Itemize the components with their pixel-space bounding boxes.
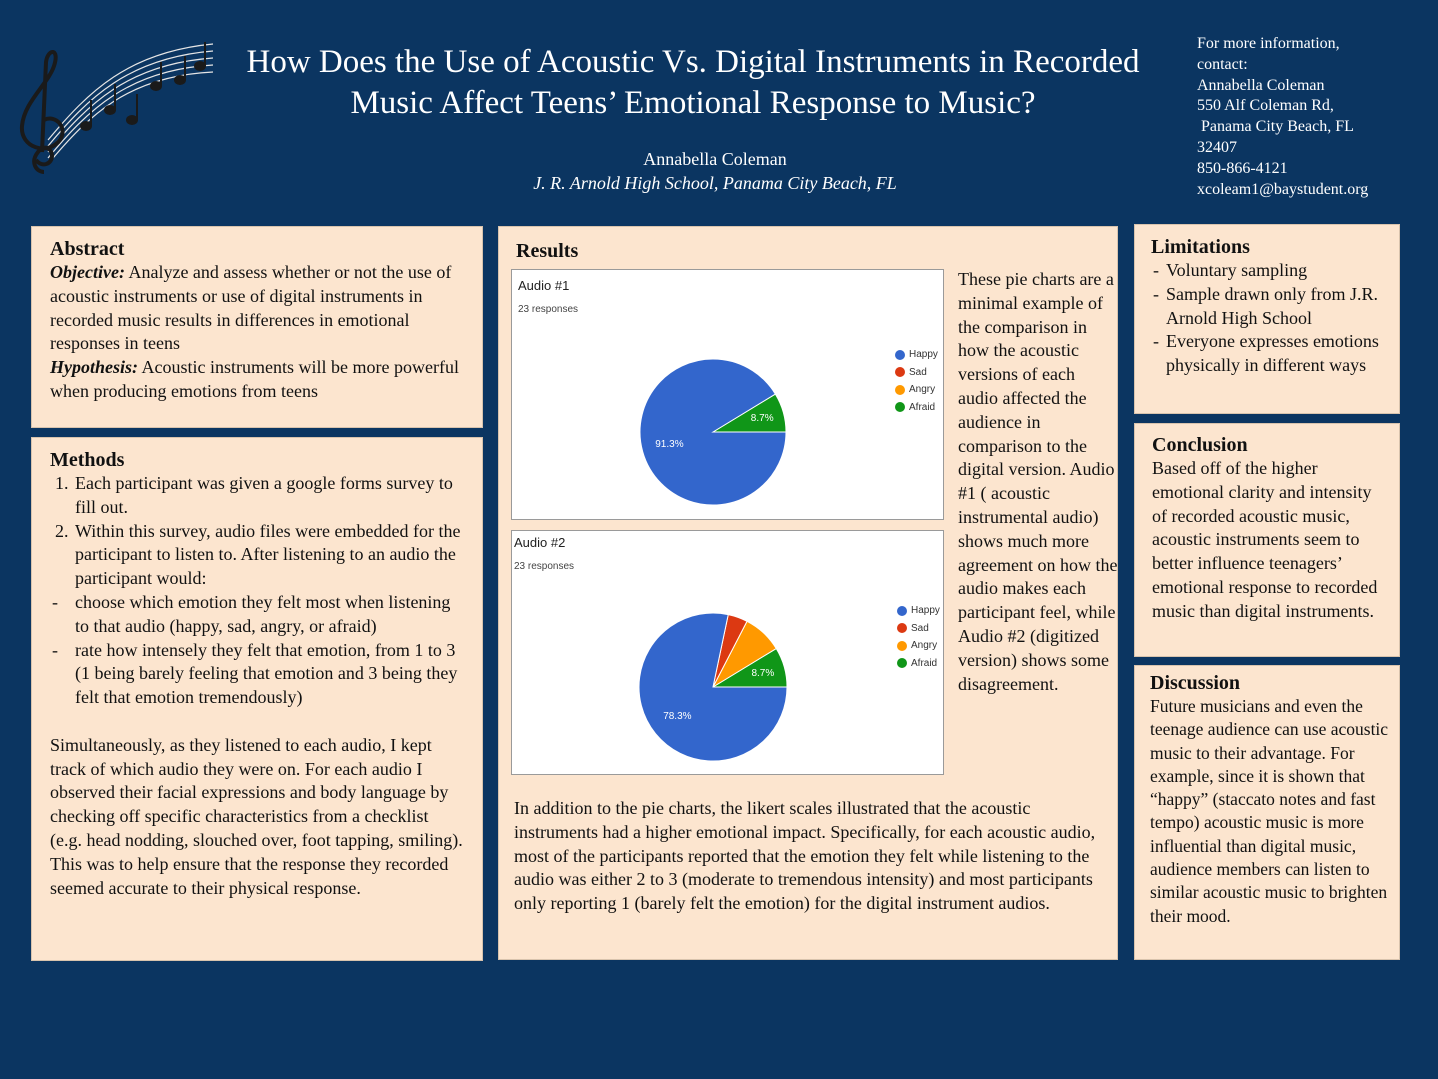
legend-swatch — [897, 641, 907, 651]
pie-chart-audio-1 — [511, 269, 944, 520]
pie-label-afraid: 8.7% — [750, 413, 774, 425]
poster-title — [220, 42, 1166, 124]
author-name: Annabella Coleman — [643, 149, 787, 169]
legend-swatch — [895, 350, 905, 360]
results-bottom-text: In addition to the pie charts, the likert scales illustrated that the acoustic instruments had a higher emotional impact. Specifically, for each acoustic audio, most of the participants reported that the emotion they felt while listening to the audio was either 2 to 3 (moderate to tremendous intensity) and most participants only reporting 1 (barely felt the emotion) for the digital instrument audios. — [514, 798, 1096, 914]
limitation-item: - Everyone expresses emotions physically in different ways — [1151, 330, 1389, 378]
school-name: J. R. Arnold High School, Panama City Beach, FL — [533, 173, 897, 193]
discussion-panel — [1134, 665, 1400, 960]
methods-step-1: 1. Each participant was given a google forms survey to fill out. — [73, 472, 464, 520]
abstract-body — [50, 261, 464, 404]
results-heading: Results — [516, 240, 579, 262]
limitation-item: - Voluntary sampling — [1151, 259, 1389, 283]
conclusion-heading: Conclusion — [1152, 434, 1248, 456]
abstract-heading: Abstract — [50, 238, 125, 260]
pie-chart-audio-2 — [511, 530, 944, 775]
chart-1-title: Audio #1 — [518, 278, 570, 293]
methods-paragraph: Simultaneously, as they listened to each audio, I kept track of which audio they were on. For each audio I observed their facial expressions and body language by checking off specific characteristics from a checklist (e.g. head nodding, slouched over, foot tapping, smiling). This was to help ensure that the response they recorded seemed accurate to their physical response. — [50, 734, 463, 898]
legend-item-happy — [895, 346, 938, 364]
limitations-panel — [1134, 224, 1400, 414]
chart-2-legend — [897, 602, 940, 672]
legend-label: Happy — [909, 349, 938, 361]
discussion-heading: Discussion — [1150, 672, 1241, 694]
conclusion-panel — [1134, 423, 1400, 657]
contact-info — [1197, 34, 1427, 200]
legend-label: Afraid — [909, 401, 936, 413]
legend-item-happy — [897, 602, 940, 620]
legend-swatch — [897, 658, 907, 668]
title-line-2: Music Affect Teens’ Emotional Response to Music? — [350, 85, 1036, 121]
chart-2-subtitle: 23 responses — [514, 561, 575, 572]
legend-item-sad — [895, 364, 938, 382]
methods-heading: Methods — [50, 449, 125, 471]
contact-phone: 850-866-4121 — [1197, 159, 1288, 177]
chart-2-title: Audio #2 — [514, 535, 566, 550]
legend-label: Sad — [911, 622, 929, 634]
methods-step-2: 2. Within this survey, audio files were embedded for the participant to listen to. After listening to an audio the participant would: — [73, 520, 464, 591]
chart-2-pie — [512, 531, 945, 776]
pie-label-afraid: 8.7% — [751, 668, 775, 680]
legend-item-sad — [897, 620, 940, 638]
legend-swatch — [895, 402, 905, 412]
pie-label-happy: 78.3% — [663, 710, 692, 722]
author-block — [420, 147, 1010, 195]
legend-item-afraid — [897, 655, 940, 673]
contact-line-2: contact: — [1197, 55, 1248, 73]
legend-label: Sad — [909, 366, 927, 378]
title-line-1: How Does the Use of Acoustic Vs. Digital Instruments in Recorded — [246, 44, 1140, 80]
legend-swatch — [895, 367, 905, 377]
pie-slice-happy — [640, 359, 786, 505]
objective-label: Objective: — [50, 262, 125, 282]
legend-item-afraid — [895, 399, 938, 417]
limitation-item: - Sample drawn only from J.R. Arnold High School — [1151, 283, 1389, 331]
results-side-text: These pie charts are a minimal example of the comparison in how the acoustic versions of each audio affected the audience in comparison to the digital version. Audio #1 ( acoustic instrumental audio) shows much more agreement on how the audio makes each participant feel, while Audio #2 (digitized version) shows some disagreement. — [958, 269, 1118, 694]
hypothesis-label: Hypothesis: — [50, 357, 138, 378]
legend-swatch — [895, 385, 905, 395]
legend-item-angry — [895, 381, 938, 399]
limitations-list — [1151, 259, 1389, 378]
contact-name: Annabella Coleman — [1197, 76, 1325, 94]
methods-body — [42, 472, 464, 900]
chart-1-pie — [512, 270, 945, 521]
discussion-text: Future musicians and even the teenage audience can use acoustic music to their advantage. For example, since it is shown that “happy” (staccato notes and fast tempo) acoustic music is more influential than digital music, audience members can listen to similar acoustic music to brighten their mood. — [1150, 696, 1389, 926]
results-panel — [498, 226, 1118, 960]
chart-1-subtitle: 23 responses — [518, 304, 579, 315]
hypothesis-text: Acoustic instruments will be more powerful when producing emotions from teens — [50, 357, 459, 401]
methods-panel — [31, 437, 483, 961]
conclusion-text: Based off of the higher emotional clarity and intensity of recorded acoustic music, acoustic instruments seem to better influence teenagers’ emotional response to recorded music than digital instruments. — [1152, 458, 1378, 621]
contact-line-1: For more information, — [1197, 35, 1340, 52]
legend-label: Afraid — [911, 657, 938, 669]
methods-substep-2: - rate how intensely they felt that emotion, from 1 to 3 (1 being barely feeling that emotion and 3 being they felt that emotion tremendously) — [50, 639, 464, 710]
chart-1-legend — [895, 346, 938, 416]
pie-label-happy: 91.3% — [655, 439, 684, 451]
objective-text: Analyze and assess whether or not the use of acoustic instruments or use of digital instruments in recorded music results in differences in emotional responses in teens — [50, 262, 452, 354]
abstract-panel — [31, 226, 483, 428]
legend-label: Happy — [911, 605, 940, 617]
contact-zip: 32407 — [1197, 138, 1237, 156]
legend-item-angry — [897, 637, 940, 655]
contact-email[interactable]: xcoleam1@baystudent.org — [1197, 180, 1369, 198]
legend-label: Angry — [911, 640, 938, 652]
contact-street: 550 Alf Coleman Rd, — [1197, 97, 1334, 115]
legend-swatch — [897, 623, 907, 633]
legend-label: Angry — [909, 384, 936, 396]
legend-swatch — [897, 606, 907, 616]
methods-substep-1: - choose which emotion they felt most when listening to that audio (happy, sad, angry, or afraid) — [50, 591, 464, 639]
limitations-heading: Limitations — [1151, 236, 1250, 258]
contact-city: Panama City Beach, FL — [1201, 118, 1354, 136]
music-notes-logo — [8, 22, 218, 182]
